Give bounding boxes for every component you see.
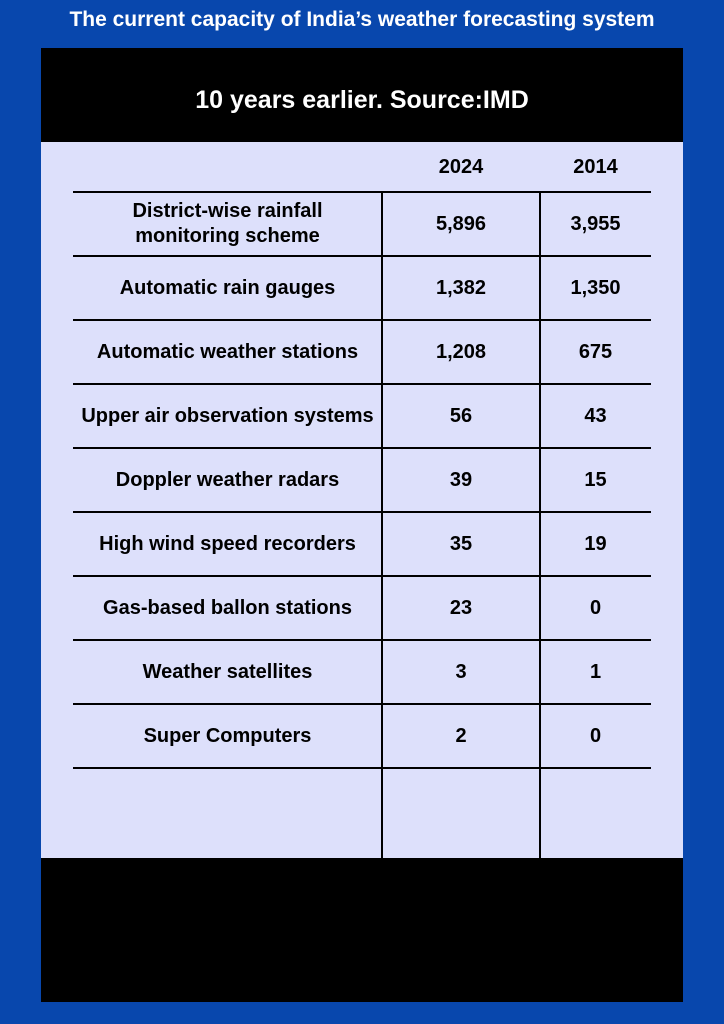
row-label: Super Computers bbox=[143, 724, 312, 747]
row-label: Automatic weather stations bbox=[96, 340, 359, 363]
row-label: Automatic rain gauges bbox=[119, 276, 336, 299]
value-2024: 23 bbox=[449, 596, 473, 619]
row-label: Upper air observation systems bbox=[81, 404, 374, 427]
value-2024: 39 bbox=[449, 468, 473, 491]
row-label: Gas-based ballon stations bbox=[103, 596, 352, 619]
value-2014: 0 bbox=[589, 596, 602, 619]
value-2014: 0 bbox=[589, 724, 602, 747]
value-2014: 15 bbox=[584, 468, 607, 491]
value-2014: 675 bbox=[578, 340, 613, 363]
value-2014: 1,350 bbox=[570, 276, 621, 299]
value-2014: 19 bbox=[584, 532, 607, 555]
value-2014: 1 bbox=[589, 660, 602, 683]
table-subtitle: 10 years earlier. Source:IMD bbox=[195, 86, 529, 114]
row-label: District-wise rainfall monitoring scheme bbox=[132, 200, 323, 247]
value-2024: 3 bbox=[455, 660, 467, 683]
row-label: High wind speed recorders bbox=[99, 532, 356, 555]
data-table bbox=[41, 142, 683, 858]
value-2024: 35 bbox=[449, 532, 473, 555]
row-label: Doppler weather radars bbox=[115, 468, 340, 491]
value-2014: 43 bbox=[584, 404, 607, 427]
value-2024: 1,208 bbox=[435, 340, 487, 363]
value-2024: 56 bbox=[449, 404, 473, 427]
value-2014: 3,955 bbox=[570, 212, 621, 235]
value-2024: 1,382 bbox=[435, 276, 487, 299]
column-header-2014: 2014 bbox=[573, 155, 618, 178]
column-header-2024: 2024 bbox=[438, 155, 484, 178]
content-panel bbox=[41, 48, 683, 1002]
row-label: Weather satellites bbox=[142, 660, 313, 683]
value-2024: 2 bbox=[455, 724, 467, 747]
value-2024: 5,896 bbox=[435, 212, 487, 235]
page-title: The current capacity of India’s weather forecasting system bbox=[69, 8, 655, 31]
